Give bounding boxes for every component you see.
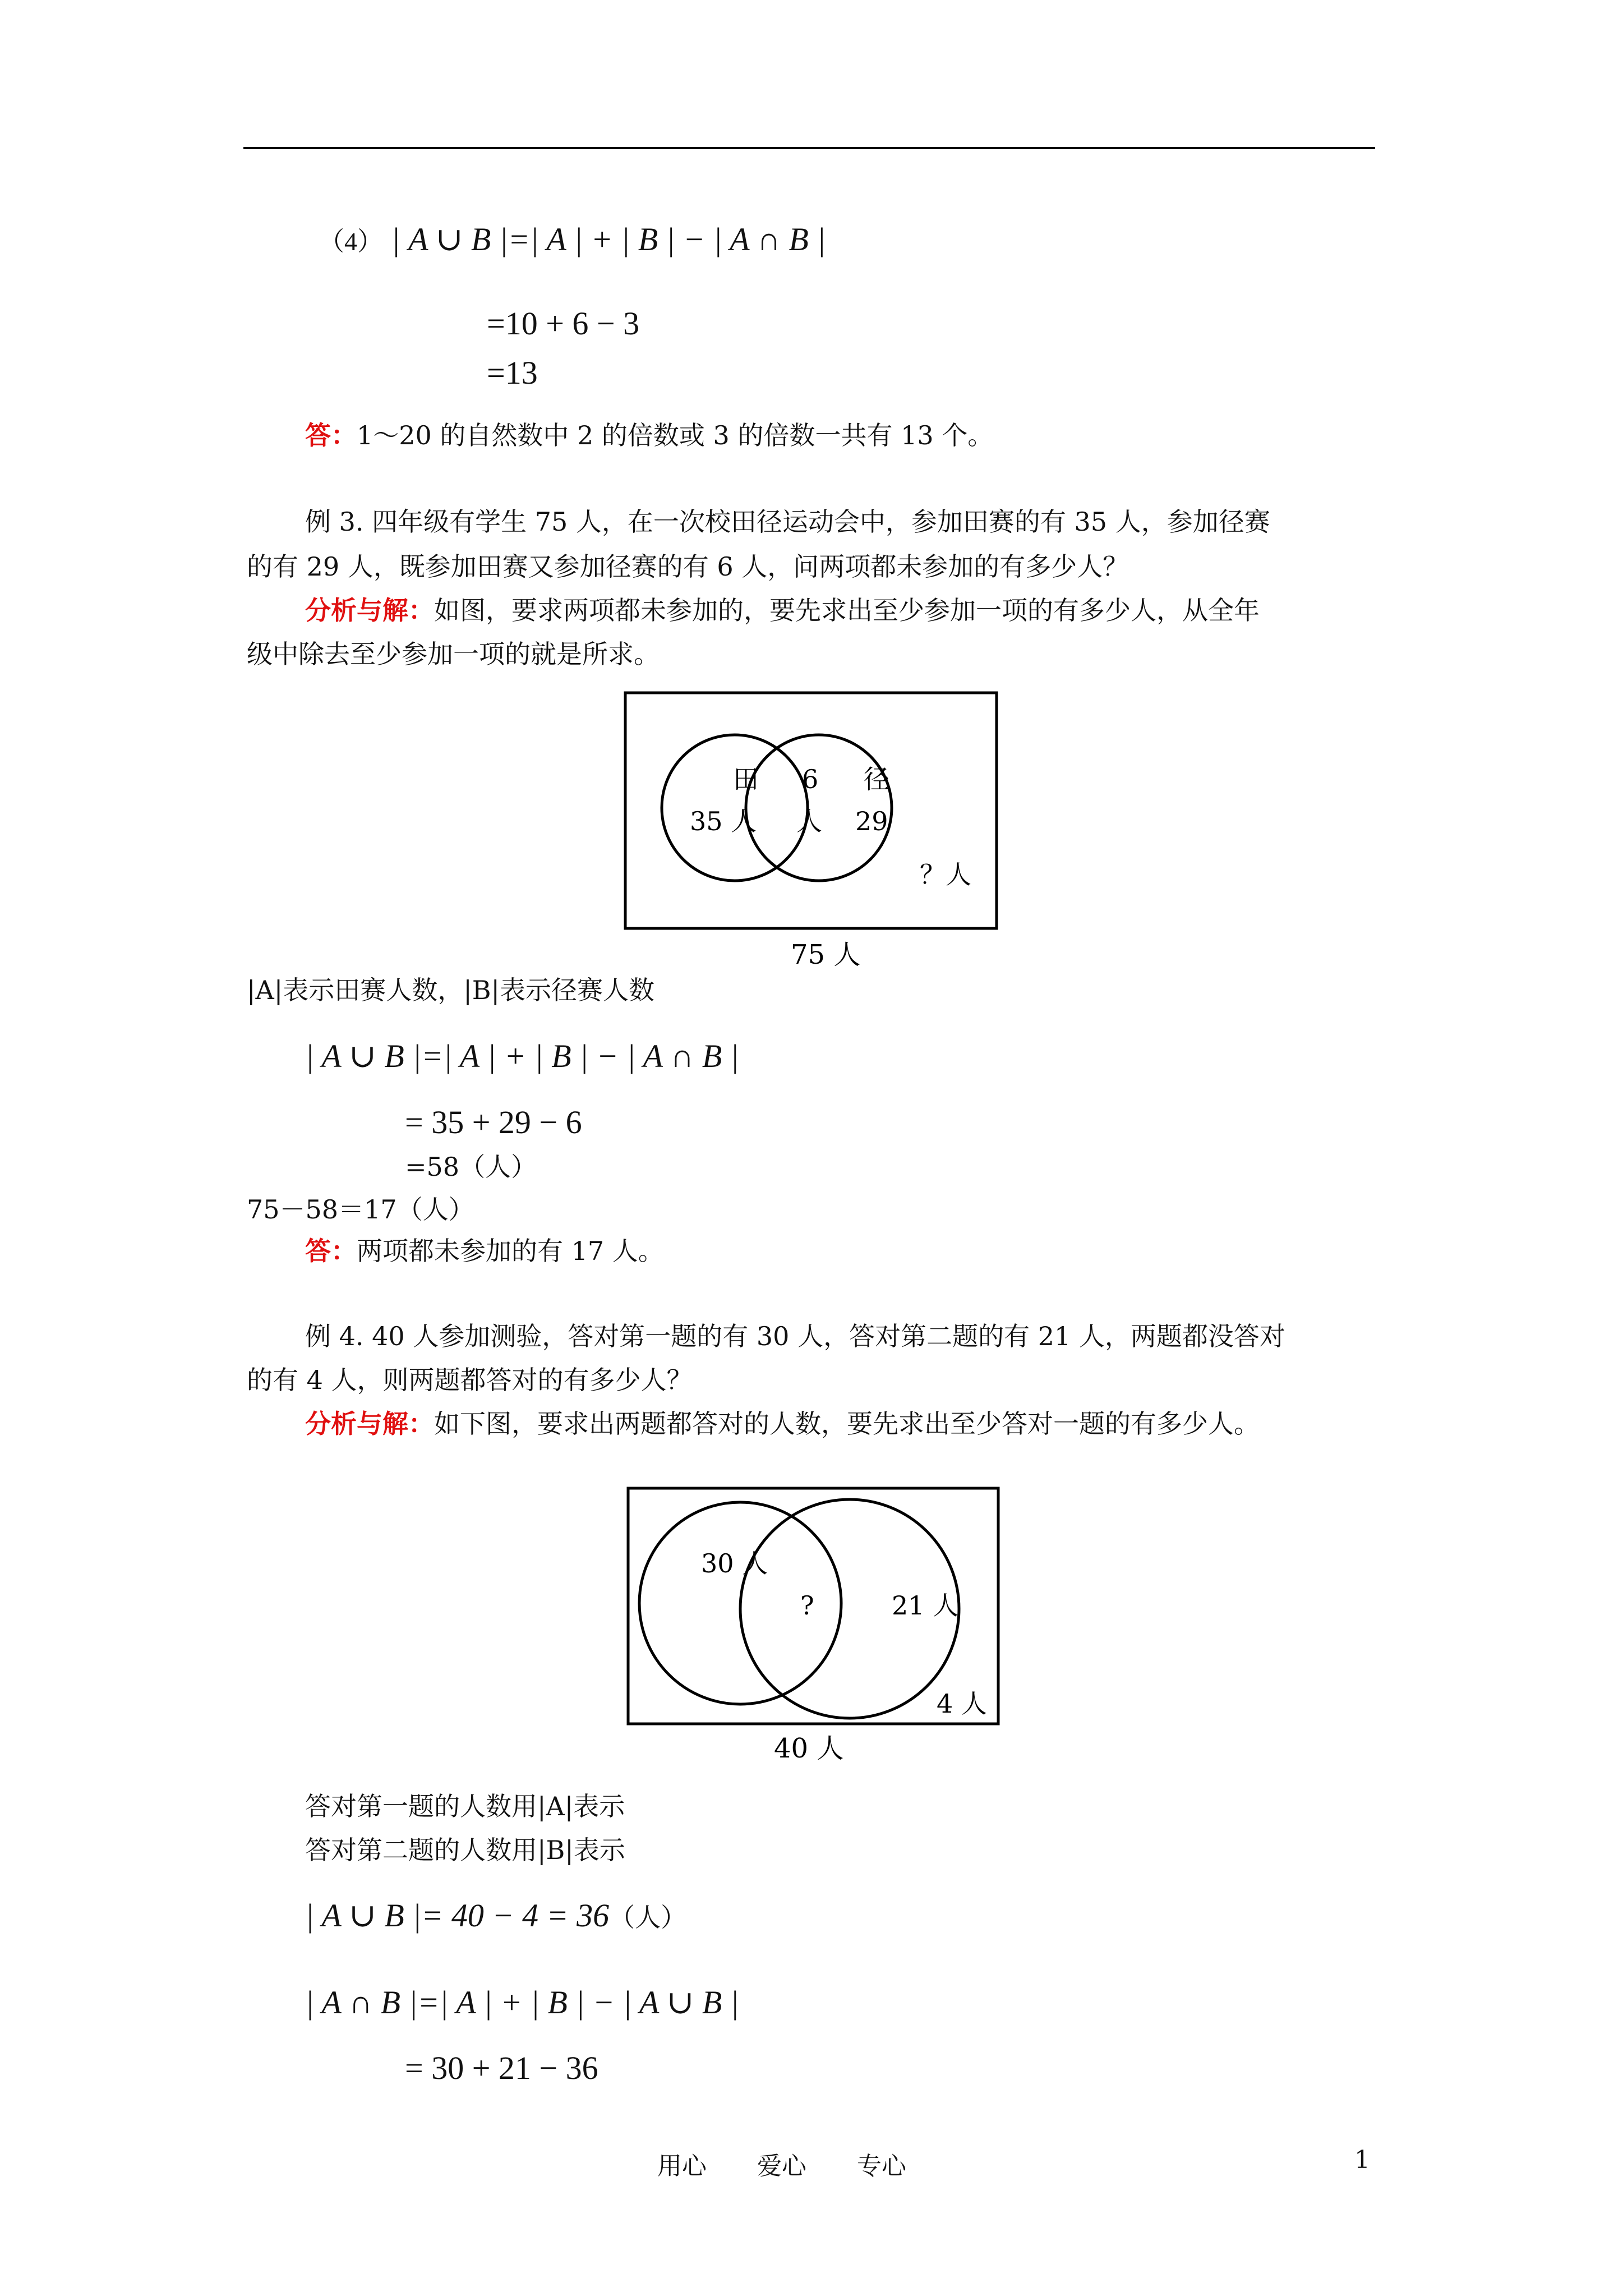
example4-step1: = 30 + 21 − 36: [405, 2050, 598, 2086]
example3-question-line2: 的有 29 人，既参加田赛又参加径赛的有 6 人，问两项都未参加的有多少人？: [247, 551, 1129, 582]
left-label: 田: [733, 764, 759, 794]
example4-formula1-line: [305, 1896, 686, 1938]
page-number: 1: [1354, 2146, 1370, 2174]
footer-item-1: 用心: [657, 2152, 707, 2180]
example4-question-line2: 的有 4 人，则两题都答对的有多少人？: [247, 1365, 693, 1395]
venn-diagram-example3: [623, 690, 1004, 982]
middle-label: ?: [800, 1590, 814, 1621]
right-count: 29: [855, 806, 888, 836]
answer-text: 两项都未参加的有 17 人。: [357, 1236, 664, 1266]
answer-label: 答：: [305, 420, 357, 450]
part4-label: （4）: [319, 227, 383, 256]
total-label: 40 人: [774, 1733, 844, 1764]
example4-analysis-line1: [305, 1407, 1260, 1441]
mid-unit: 人: [796, 806, 822, 836]
example4-formula2: | A ∩ B |=| A | + | B | − | A ∪ B |: [305, 1984, 739, 2021]
right-label: 径: [864, 764, 889, 794]
header-rule: [243, 147, 1375, 149]
example3-step3: 75－58＝17（人）: [247, 1194, 474, 1225]
example3-step2: =58（人）: [405, 1152, 537, 1182]
part4-step1: =10 + 6 − 3: [487, 305, 640, 342]
example4-question-line1: 例 4. 40 人参加测验，答对第一题的有 30 人，答对第二题的有 21 人，两题都没答对: [305, 1321, 1285, 1351]
example3-answer: [305, 1234, 664, 1268]
analysis-label: 分析与解：: [305, 595, 434, 625]
part4-answer: [305, 418, 993, 452]
part4-formula-line: [319, 220, 826, 261]
total-label: 75 人: [791, 939, 861, 970]
analysis-text: 如下图，要求出两题都答对的人数，要先求出至少答对一题的有多少人。: [434, 1409, 1260, 1439]
example4-formula1-unit: （人）: [609, 1903, 687, 1932]
example4-formula1: | A ∪ B |= 40 − 4 = 36: [305, 1897, 610, 1934]
example4-notation1: 答对第一题的人数用|A|表示: [305, 1791, 625, 1821]
example3-step1: = 35 + 29 − 6: [405, 1104, 582, 1140]
footer-item-2: 爱心: [757, 2152, 806, 2180]
answer-label: 答：: [305, 1236, 357, 1266]
left-count: 30 人: [701, 1548, 768, 1579]
venn-diagram-example4: [625, 1485, 1007, 1766]
example3-analysis-line1: [305, 593, 1260, 627]
example3-analysis-line2: 级中除去至少参加一项的就是所求。: [247, 639, 660, 669]
example3-question-line1: 例 3. 四年级有学生 75 人，在一次校田径运动会中，参加田赛的有 35 人，参加径赛: [305, 507, 1270, 537]
example4-notation2: 答对第二题的人数用|B|表示: [305, 1835, 625, 1865]
mid-num: 6: [802, 764, 819, 794]
footer-item-3: 专心: [857, 2152, 906, 2180]
example3-notation: |A|表示田赛人数，|B|表示径赛人数: [247, 975, 655, 1005]
part4-formula: | A ∪ B |=| A | + | B | − | A ∩ B |: [391, 221, 826, 257]
analysis-label: 分析与解：: [305, 1409, 434, 1439]
right-count: 21 人: [892, 1590, 959, 1621]
example3-formula: | A ∪ B |=| A | + | B | − | A ∩ B |: [305, 1038, 739, 1074]
part4-step2: =13: [487, 355, 538, 391]
outside-label: ？人: [920, 859, 971, 890]
left-count: 35 人: [690, 806, 757, 836]
outside-label: 4 人: [937, 1688, 987, 1719]
analysis-text: 如图，要求两项都未参加的，要先求出至少参加一项的有多少人，从全年: [434, 595, 1260, 625]
answer-text: 1～20 的自然数中 2 的倍数或 3 的倍数一共有 13 个。: [357, 420, 994, 450]
